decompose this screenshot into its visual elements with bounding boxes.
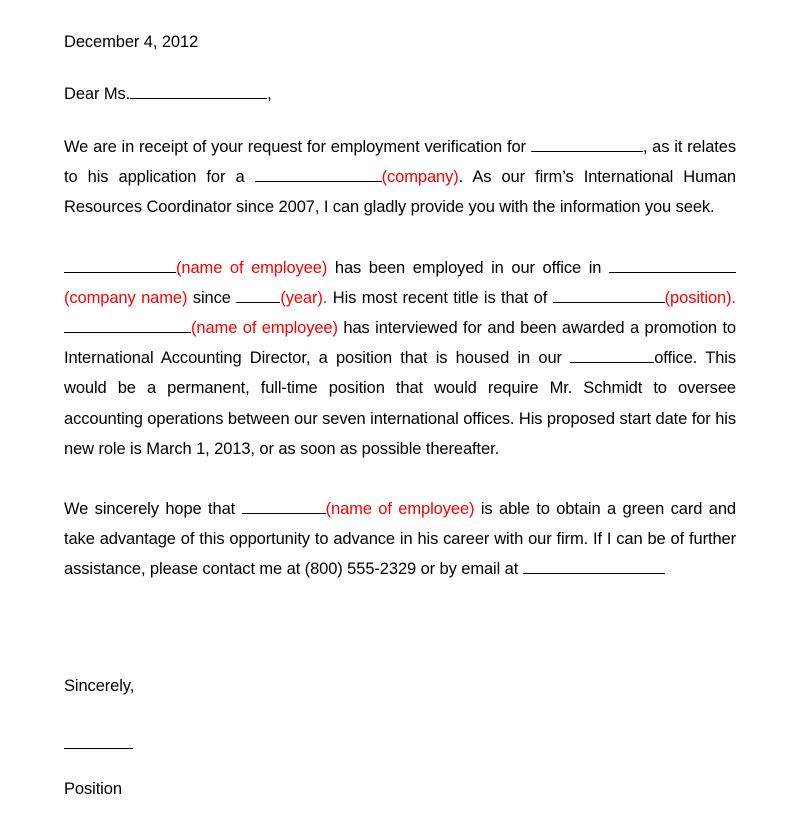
company-name-blank[interactable] [609,258,736,273]
salutation-prefix: Dear Ms. [64,85,131,103]
p3-segment-1: We sincerely hope that [64,500,242,519]
employee-name-blank-4[interactable] [242,500,326,515]
p1-segment-2: , as it relates to his application for a [64,138,736,187]
letter-body [64,0,736,804]
paragraph-receipt [64,132,736,223]
salutation-comma: , [267,85,272,103]
employee-name-blank-1[interactable] [531,137,643,152]
company-blank[interactable] [255,168,382,183]
letter-date: December 4, 2012 [64,33,199,51]
position-blank[interactable] [553,288,665,303]
email-blank[interactable] [523,560,665,575]
signature-line[interactable] [64,748,133,749]
year-blank[interactable] [236,288,280,303]
placeholder-company: (company) [381,168,459,187]
p1-segment-3: . As our firm’s International Human Resources Coordinator since 2007, I can gladly provide you with the information you seek. [64,168,736,217]
p2-segment-5: office. This would be a permanent, full-time position that would require Mr. Schmidt to oversee accounting operations between our seven international offices. His proposed start date for his new role is March 1, 2013, or as soon as possible thereafter. [64,349,737,458]
placeholder-employee-2: (name of employee) [191,319,338,338]
placeholder-employee-3: (name of employee) [325,500,475,519]
p2-segment-2: since [187,288,237,307]
p2-segment-3: His most recent title is that of [327,288,553,307]
p2-segment-1: has been employed in our office in [327,258,609,277]
contact-phone: (800) 555-2329 [304,560,417,579]
placeholder-position: (position). [664,288,736,307]
salutation-line [64,79,736,109]
p1-segment-1: We are in receipt of your request for employment verification for [64,138,531,156]
p3-segment-3: or by email at [416,560,523,579]
employee-name-blank-3[interactable] [64,319,191,334]
position-label: Position [64,779,122,798]
paragraph-employment-history [64,253,736,464]
office-location-blank[interactable] [570,349,654,364]
closing-salutation: Sincerely, [64,676,135,695]
p3-segment-2: is able to obtain a green card and take advantage of this opportunity to advance in his career with our firm. If I can be of further assistance, please contact me at [64,500,736,579]
placeholder-employee-1: (name of employee) [176,258,328,277]
paragraph-closing-request [64,494,736,585]
recipient-name-blank[interactable] [130,84,267,99]
employee-name-blank-2[interactable] [64,258,176,273]
placeholder-year: (year). [280,288,328,307]
placeholder-company-name: (company name) [64,288,188,307]
p2-segment-4: has interviewed for and been awarded a promotion to International Accounting Director, a position that is housed in our [64,319,737,368]
